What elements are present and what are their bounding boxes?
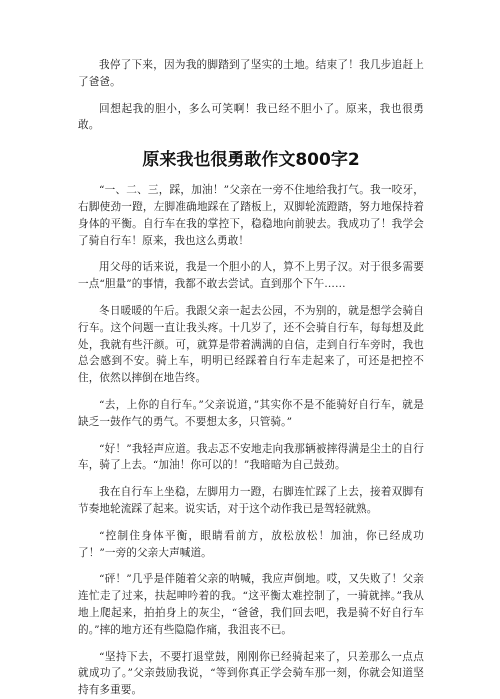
paragraph: “控制住身体平衡，眼睛看前方，放松放松！加油，你已经成功了！”一旁的父亲大声喊道。 <box>78 529 424 559</box>
paragraph: 回想起我的胆小，多么可笑啊！我已经不胆小了。原来，我也很勇敢。 <box>78 102 424 132</box>
paragraph: 我停了下来，因为我的脚踏到了坚实的土地。结束了！我几步追赶上了爸爸。 <box>78 59 424 88</box>
article-heading: 原来我也很勇敢作文800字2 <box>142 150 360 171</box>
paragraph: 冬日暖暖的午后。我跟父亲一起去公园，不为别的，就是想学会骑自行车。这个问题一直让我头疼。十几岁了，还不会骑自行车，每每想及此处，我就有些汗颜。可，就算是带着满满的自信，走到自行车旁时，我也总会感到不安。骑上车，明明已经踩着自行车走起来了，可还是把控不住，依然以摔倒在地告终。 <box>78 304 424 385</box>
paragraph: “一、二、三，踩，加油！”父亲在一旁不住地给我打气。我一咬牙，右脚使劲一蹬，左脚准确地踩在了踏板上，双脚轮流蹬踏，努力地保持着身体的平衡。自行车在我的掌控下，稳稳地向前驶去。我成功了！我学会了骑自行车！原来，我也这么勇敢！ <box>78 184 424 247</box>
paragraph: 用父母的话来说，我是一个胆小的人，算不上男子汉。对于很多需要一点“胆量”的事情，我都不敢去尝试。直到那个下午…… <box>78 261 424 291</box>
paragraph: “去，上你的自行车。”父亲说道，”其实你不是不能骑好自行车，就是缺乏一鼓作气的勇气。不要想太多，只管骑。” <box>78 398 424 428</box>
paragraph: “好！”我轻声应道。我忐忑不安地走向我那辆被摔得满是尘土的自行车，骑了上去。“加油！你可以的！”我暗暗为自己鼓劲。 <box>78 442 424 472</box>
paragraph: “砰！”几乎是伴随着父亲的呐喊，我应声倒地。哎，又失败了！父亲连忙走了过来，扶起呻吟着的我。“这平衡太难控制了，一骑就摔。”我从地上爬起来，拍拍身上的灰尘，“爸爸，我们回去吧，我是骑不好自行车的。”摔的地方还有些隐隐作痛，我沮丧不已。 <box>78 573 424 636</box>
paragraph: “坚持下去，不要打退堂鼓，刚刚你已经骑起来了，只差那么一点点就成功了。”父亲鼓励我说，“等到你真正学会骑车那一刻，你就会知道坚持有多重要。 <box>78 650 424 697</box>
paragraph: 我在自行车上坐稳，左脚用力一蹬，右脚连忙踩了上去，接着双脚有节奏地轮流踩了起来。说实话，对于这个动作我已是驾轻就熟。 <box>78 486 424 515</box>
article-body <box>78 57 424 699</box>
